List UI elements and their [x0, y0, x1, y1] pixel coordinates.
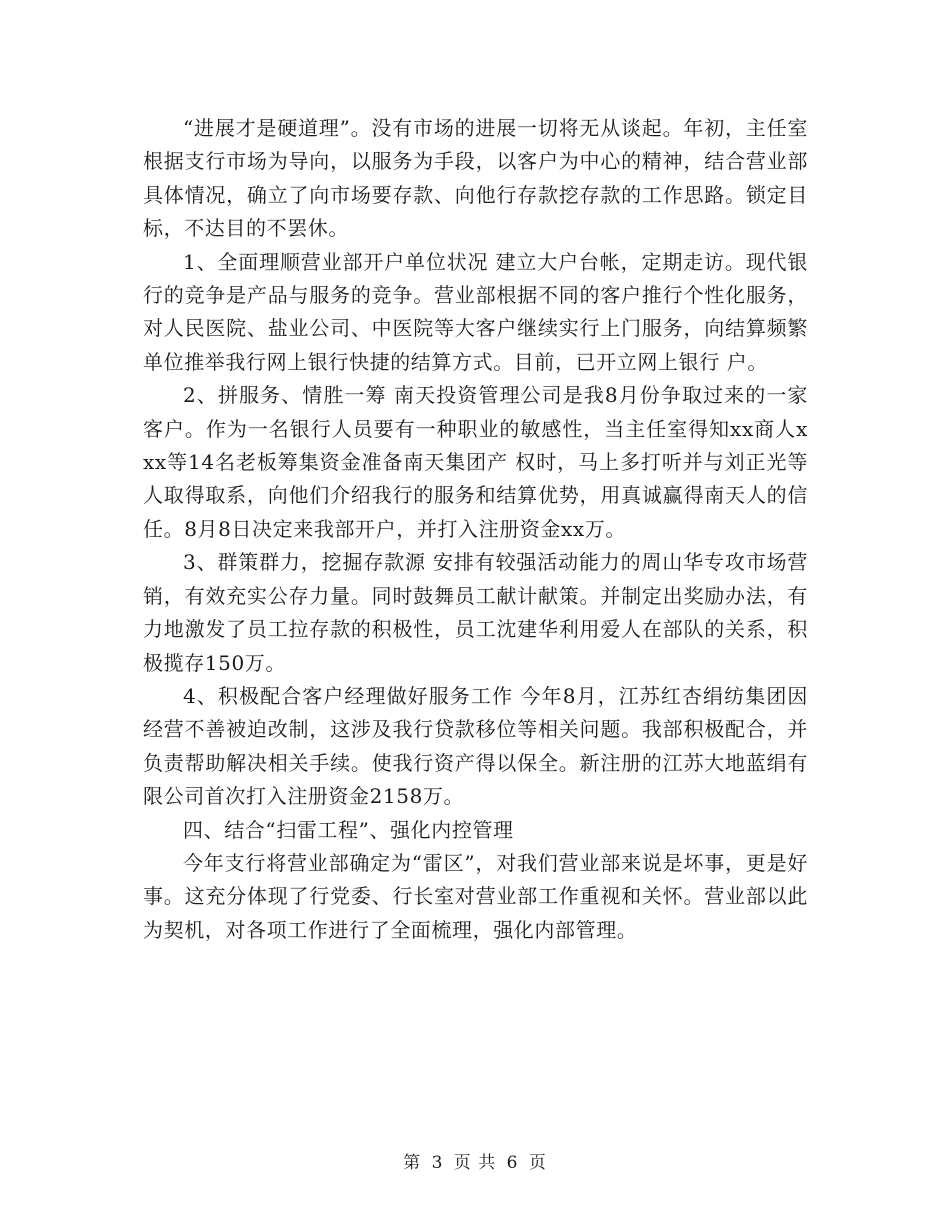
footer-mid: 页 共	[453, 1153, 497, 1173]
paragraph-item-1: 1、全面理顺营业部开户单位状况 建立大户台帐，定期走访。现代银行的竞争是产品与服务的竞争。营业部根据不同的客户推行个性化服务，对人民医院、盐业公司、中医院等大客户继续实行上门服务，向结算频繁单位推举我行网上银行快捷的结算方式。目前，已开立网上银行 户。	[143, 249, 808, 374]
paragraph-item-3: 3、群策群力，挖掘存款源 安排有较强活动能力的周山华专攻市场营销，有效充实公存力量。同时鼓舞员工献计献策。并制定出奖励办法，有力地激发了员工拉存款的积极性，员工沈建华利用爱人在部队的关系，积极揽存150万。	[143, 550, 808, 675]
paragraph-item-4: 4、积极配合客户经理做好服务工作 今年8月，江苏红杏绢纺集团因经营不善被迫改制，这涉及我行贷款移位等相关问题。我部积极配合，并负责帮助解决相关手续。使我行资产得以保全。新注册的江苏大地蓝绢有限公司首次打入注册资金2158万。	[143, 683, 808, 809]
footer-suffix: 页	[528, 1153, 547, 1173]
paragraph-intro: “进展才是硬道理”。没有市场的进展一切将无从谈起。年初，主任室根据支行市场为导向，以服务为手段，以客户为中心的精神，结合营业部具体情况，确立了向市场要存款、向他行存款挖存款的工作思路。锁定目标，不达目的不罢休。	[143, 116, 808, 241]
paragraph-item-2: 2、拼服务、情胜一筹 南天投资管理公司是我8月份争取过来的一家客户。作为一名银行人员要有一种职业的敏感性，当主任室得知xx商人xxx等14名老板筹集资金准备南天集团产 权时，马上多打听并与刘正光等人取得取系，向他们介绍我行的服务和结算优势，用真诚赢得南天人的信任。8月8日决定来我部开户，并打入注册资金xx万。	[143, 383, 808, 541]
footer-page-number: 3	[431, 1153, 444, 1173]
document-body	[143, 112, 808, 947]
page-footer	[0, 1148, 950, 1173]
paragraph-section-4: 今年支行将营业部确定为“雷区”，对我们营业部来说是坏事，更是好事。这充分体现了行党委、行长室对营业部工作重视和关怀。营业部以此为契机，对各项工作进行了全面梳理，强化内部管理。	[143, 850, 808, 942]
section-heading-4: 四、结合“扫雷工程”、强化内控管理	[183, 817, 514, 842]
footer-total-pages: 6	[506, 1153, 519, 1173]
footer-prefix: 第	[403, 1153, 422, 1173]
